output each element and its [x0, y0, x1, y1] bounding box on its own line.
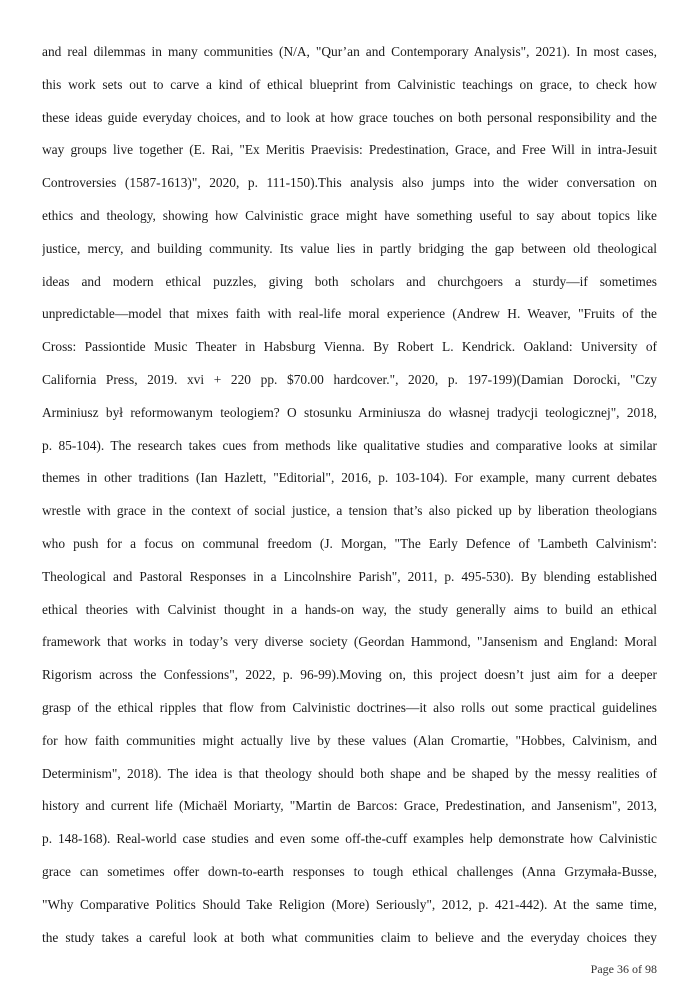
text-line: ideas and modern ethical puzzles, giving both scholars and churchgoers a sturdy—if sometimes — [42, 273, 657, 289]
text-line: for how faith communities might actually live by these values (Alan Cromartie, "Hobbes, Calvinism, and — [42, 732, 657, 748]
text-line: Controversies (1587-1613)", 2020, p. 111-150).This analysis also jumps into the wider conversation on — [42, 175, 657, 191]
text-line: p. 85-104). The research takes cues from methods like qualitative studies and comparative looks at similar — [42, 437, 657, 453]
text-line: themes in other traditions (Ian Hazlett, "Editorial", 2016, p. 103-104). For example, many current debates — [42, 470, 657, 486]
text-line: these ideas guide everyday choices, and to look at how grace touches on both personal responsibility and the — [42, 109, 657, 125]
text-line: framework that works in today’s very diverse society (Geordan Hammond, "Jansenism and England: Moral — [42, 634, 657, 650]
text-line: "Why Comparative Politics Should Take Religion (More) Seriously", 2012, p. 421-442). At the same time, — [42, 896, 657, 912]
text-line: the study takes a careful look at both what communities claim to believe and the everyday choices they — [42, 929, 657, 945]
page-number: Page 36 of 98 — [590, 962, 657, 976]
text-line: and real dilemmas in many communities (N/A, "Qur’an and Contemporary Analysis", 2021). In most cases, — [42, 44, 657, 59]
text-line: unpredictable—model that mixes faith with real-life moral experience (Andrew H. Weaver, "Fruits of the — [42, 306, 657, 322]
text-line: way groups live together (E. Rai, "Ex Meritis Praevisis: Predestination, Grace, and Free Will in intra-Jesuit — [42, 142, 657, 158]
text-line: this work sets out to carve a kind of ethical blueprint from Calvinistic teachings on grace, to check how — [42, 76, 657, 92]
text-line: grace can sometimes offer down-to-earth responses to tough ethical challenges (Anna Grzymała-Busse, — [42, 863, 657, 879]
text-line: wrestle with grace in the context of social justice, a tension that’s also picked up by liberation theologians — [42, 503, 657, 519]
text-line: Determinism", 2018). The idea is that theology should both shape and be shaped by the messy realities of — [42, 765, 657, 781]
text-line: p. 148-168). Real-world case studies and even some off-the-cuff examples help demonstrate how Calvinistic — [42, 831, 657, 847]
text-line: grasp of the ethical ripples that flow from Calvinistic doctrines—it also rolls out some practical guidelines — [42, 699, 657, 715]
text-line: history and current life (Michaël Moriarty, "Martin de Barcos: Grace, Predestination, and Jansenism", 2013, — [42, 798, 657, 814]
text-line: Arminiusz był reformowanym teologiem? O stosunku Arminiusza do własnej tradycji teologicznej", 2018, — [42, 404, 657, 420]
text-line: Rigorism across the Confessions", 2022, p. 96-99).Moving on, this project doesn’t just aim for a deeper — [42, 667, 657, 683]
body-text — [42, 40, 657, 958]
text-line: ethical theories with Calvinist thought in a hands-on way, the study generally aims to build an ethical — [42, 601, 657, 617]
text-line: who push for a focus on communal freedom (J. Morgan, "The Early Defence of 'Lambeth Calvinism': — [42, 535, 657, 551]
text-line: California Press, 2019. xvi + 220 pp. $70.00 hardcover.", 2020, p. 197-199)(Damian Dorocki, "Czy — [42, 371, 657, 387]
text-line: Cross: Passiontide Music Theater in Habsburg Vienna. By Robert L. Kendrick. Oakland: University of — [42, 339, 657, 355]
text-line: Theological and Pastoral Responses in a Lincolnshire Parish", 2011, p. 495-530). By blending established — [42, 568, 657, 584]
text-line: ethics and theology, showing how Calvinistic grace might have something useful to say about topics like — [42, 207, 657, 223]
text-line: justice, mercy, and building community. Its value lies in partly bridging the gap between old theological — [42, 240, 657, 256]
